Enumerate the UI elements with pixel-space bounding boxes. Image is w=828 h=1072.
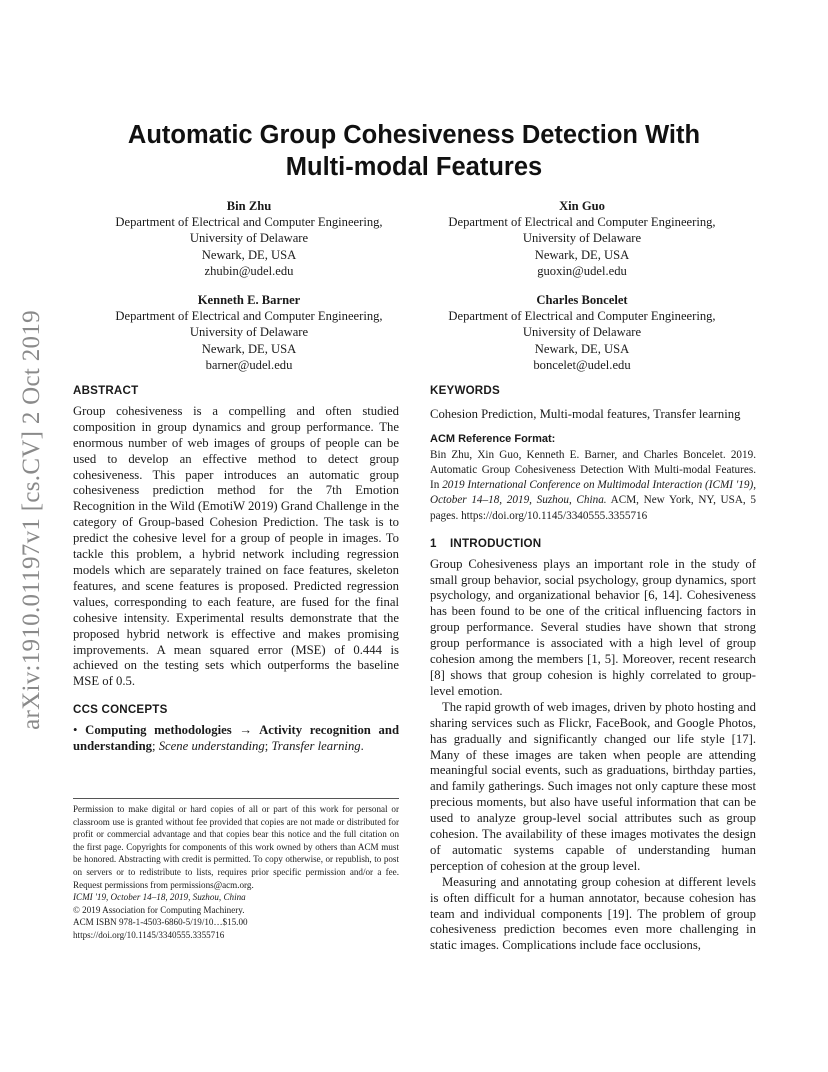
conference-venue: ICMI '19, October 14–18, 2019, Suzhou, China — [73, 892, 246, 903]
author-name: Bin Zhu — [226, 199, 272, 213]
author-university: University of Delaware — [522, 325, 642, 340]
ccs-end: . — [360, 739, 364, 754]
acm-reference-venue: 2019 International Conference on Multimodal Interaction (ICMI '19), October 14–18, 2019, Suzhou, China. — [430, 479, 756, 507]
permission-text: Permission to make digital or hard copies of all or part of this work for personal or classroom use is granted without fee provided that copies are not made or distributed for profit or commercial advantage and that copies bear this notice and the full citation on the first page. Copyrights for components of this work owned by others than ACM must be honored. Abstracting with credit is permitted. To copy otherwise, or republish, to post on servers or to redistribute to lists, requires prior specific permission and/or a fee. Request permissions from permissions@acm.org. — [73, 804, 399, 890]
author-block-4 — [412, 292, 752, 373]
isbn-line: ACM ISBN 978-1-4503-6860-5/19/10…$15.00 — [73, 917, 248, 928]
author-department: Department of Electrical and Computer Engineering, — [115, 215, 383, 230]
right-column — [430, 383, 756, 954]
doi-link[interactable]: https://doi.org/10.1145/3340555.3355716 — [73, 929, 225, 940]
copyright-line: © 2019 Association for Computing Machinery. — [73, 904, 245, 915]
acm-reference-text — [430, 448, 756, 524]
author-department: Department of Electrical and Computer Engineering, — [115, 309, 383, 324]
acm-reference-part: Bin Zhu, Xin Guo, Kenneth E. Barner, and Charles Boncelet. 2019. Automatic Group Cohesiveness Detection With Multi-modal Features. In — [430, 448, 756, 492]
intro-paragraph-1: Group Cohesiveness plays an important role in the study of small group behavior, social psychology, group dynamics, sport psychology, and organizational behavior [6, 14]. Cohesiveness has been found to be one of the critical influencing factors in group performance. Several studies have shown that strong group performance is associated with a high level of group cohesion among the members [1, 5]. Moreover, recent research [8] shows that group cohesion is highly correlated to group-level emotion. — [430, 556, 756, 698]
ccs-separator: ; — [264, 739, 272, 754]
title-line-1: Automatic Group Cohesiveness Detection With — [127, 121, 701, 149]
intro-paragraph-2: The rapid growth of web images, driven by photo hosting and sharing services such as Flickr, FaceBook, and Google Photos, has gradually and significantly changed our life style [17]. Many of these images are taken when people are attending meaningful social events, such as graduations, birthday parties, and family gatherings. Such images not only capture these most precious moments, but also have useful information that can be used to analyze group-level social attributes such as group cohesion. The availability of these images motivates the design of automatic systems capable of understanding human perception of cohesion at the group level. — [430, 699, 756, 873]
abstract-heading: ABSTRACT — [73, 384, 139, 397]
keywords-text: Cohesion Prediction, Multi-modal features, Transfer learning — [430, 406, 741, 421]
ccs-concept-scene: Scene understanding — [158, 739, 265, 754]
author-university: University of Delaware — [522, 231, 642, 246]
author-name: Charles Boncelet — [536, 293, 628, 307]
author-university: University of Delaware — [189, 325, 309, 340]
abstract-text: Group cohesiveness is a compelling and often studied composition in group dynamics and group performance. The enormous number of web images of groups of people can be used to develop an effective method to detect group cohesiveness. This paper introduces an automatic group cohesiveness prediction method for the 7th Emotion Recognition in the Wild (EmotiW 2019) Grand Challenge in the category of Group-based Cohesion Prediction. The task is to predict the cohesive level for a group of people in images. To tackle this problem, a hybrid network including regression models which are separately trained on face features, skeleton features, and scene features is proposed. Predicted regression values, corresponding to each feature, are fused for the final cohesive intensity. Experimental results demonstrate that the proposed hybrid network is effective and makes promising improvements. A mean squared error (MSE) of 0.444 is achieved on the testing sets which outperforms the baseline MSE of 0.5. — [73, 403, 399, 689]
keywords-heading: KEYWORDS — [430, 384, 500, 397]
author-location: Newark, DE, USA — [534, 341, 630, 356]
ccs-heading: CCS CONCEPTS — [73, 703, 168, 717]
author-email: guoxin@udel.edu — [537, 263, 627, 278]
arxiv-identifier: arXiv:1910.01197v1 [cs.CV] 2 Oct 2019 — [18, 310, 45, 730]
left-column — [73, 383, 399, 755]
author-location: Newark, DE, USA — [201, 247, 297, 262]
author-block-1 — [79, 198, 419, 279]
author-email: zhubin@udel.edu — [204, 263, 294, 278]
author-block-2 — [412, 198, 752, 279]
author-name: Xin Guo — [559, 199, 605, 213]
intro-heading — [430, 536, 756, 552]
author-department: Department of Electrical and Computer Engineering, — [448, 215, 716, 230]
author-email: boncelet@udel.edu — [533, 357, 631, 372]
section-title: INTRODUCTION — [450, 536, 542, 550]
ccs-concept-transfer: Transfer learning — [271, 739, 361, 754]
title-line-2: Multi-modal Features — [285, 153, 543, 181]
footnote-divider — [73, 798, 399, 799]
ccs-concepts — [73, 723, 399, 755]
ccs-primary-concept: Computing methodologies → Activity recognition and understanding — [73, 723, 399, 754]
ccs-bullet: • — [73, 723, 78, 738]
acm-reference-part: ACM, New York, NY, USA, 5 pages. https://doi.org/10.1145/3340555.3355716 — [430, 494, 756, 522]
permission-footnote — [73, 803, 399, 942]
author-location: Newark, DE, USA — [534, 247, 630, 262]
author-location: Newark, DE, USA — [201, 341, 297, 356]
author-email: barner@udel.edu — [205, 357, 293, 372]
author-block-3 — [79, 292, 419, 373]
author-name: Kenneth E. Barner — [197, 293, 301, 307]
section-number: 1 — [430, 536, 437, 550]
paper-title — [90, 119, 738, 183]
author-university: University of Delaware — [189, 231, 309, 246]
acm-reference-heading: ACM Reference Format: — [430, 432, 556, 445]
intro-paragraph-3: Measuring and annotating group cohesion at different levels is often difficult for a human annotator, because cohesion has team and individual components [19]. The problem of group cohesiveness prediction becomes even more challenging in static images. Complications include face occlusions, — [430, 874, 756, 953]
ccs-separator: ; — [151, 739, 159, 754]
author-department: Department of Electrical and Computer Engineering, — [448, 309, 716, 324]
